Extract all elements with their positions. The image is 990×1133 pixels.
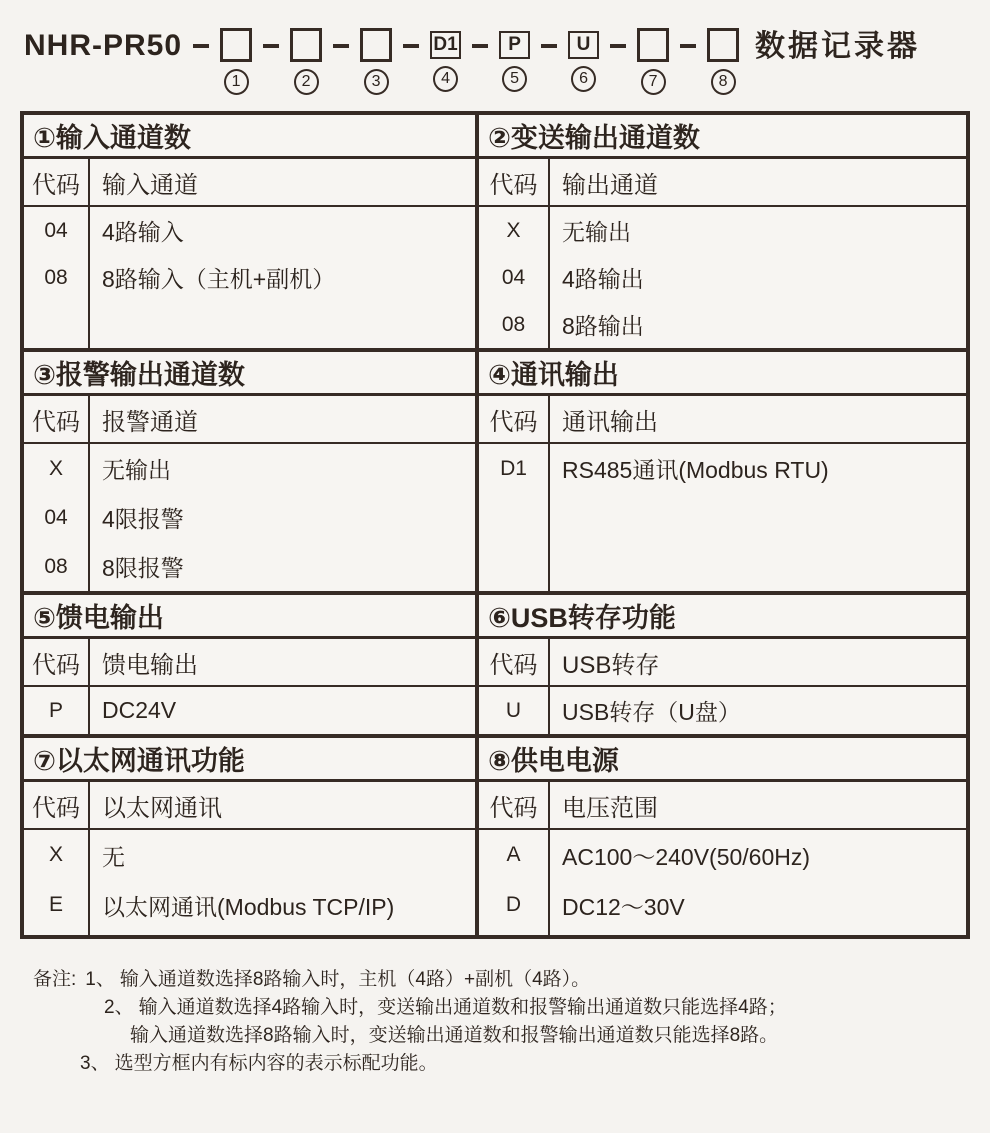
table-band-3 xyxy=(24,591,966,734)
desc-header: USB转存 xyxy=(562,651,660,679)
section-header-row xyxy=(479,396,966,444)
section-title: ⑤馈电输出 xyxy=(24,595,475,639)
desc-cell: 8路输出 xyxy=(562,313,644,339)
section-data xyxy=(24,687,475,734)
code-cell: 08 xyxy=(501,312,526,336)
section-data xyxy=(479,444,966,591)
section-1-input-channels xyxy=(24,115,475,348)
position-marker-3: 3 xyxy=(364,69,389,95)
desc-column xyxy=(90,444,475,591)
code-cell: P xyxy=(48,698,63,722)
desc-cell: 无 xyxy=(102,843,125,870)
model-slot-5 xyxy=(499,28,530,92)
section-2-transmit-output-channels xyxy=(475,115,966,348)
code-header: 代码 xyxy=(24,639,90,685)
model-code-box-4: D1 xyxy=(430,31,461,59)
section-3-alarm-output-channels xyxy=(24,352,475,591)
code-header: 代码 xyxy=(24,782,90,828)
code-column xyxy=(479,687,550,734)
section-title: ②变送输出通道数 xyxy=(479,115,966,159)
table-band-4 xyxy=(24,734,966,935)
model-slot-8 xyxy=(707,28,739,95)
section-header-row xyxy=(24,639,475,687)
model-ordering-line xyxy=(0,0,990,95)
model-code-box-7 xyxy=(637,28,669,62)
notes-label: 备注: xyxy=(33,969,77,990)
desc-cell: 4路输出 xyxy=(562,266,644,292)
desc-cell: 4限报警 xyxy=(102,506,184,532)
position-marker-1: 1 xyxy=(224,69,249,95)
desc-header: 输出通道 xyxy=(562,171,658,199)
code-cell: D xyxy=(505,893,522,916)
desc-cell: 无输出 xyxy=(102,457,171,483)
code-column xyxy=(24,687,90,734)
section-title: ⑦以太网通讯功能 xyxy=(24,738,475,782)
section-5-power-feed-output xyxy=(24,595,475,734)
note-number: 2、 xyxy=(104,997,134,1018)
desc-header: 输入通道 xyxy=(102,171,198,199)
code-cell: X xyxy=(48,456,63,480)
code-cell: 08 xyxy=(44,554,68,578)
position-marker-4: 4 xyxy=(433,66,458,92)
position-marker-7: 7 xyxy=(641,69,666,95)
desc-column xyxy=(90,830,475,935)
dash-separator xyxy=(472,44,488,48)
position-marker-6: 6 xyxy=(571,66,596,92)
desc-header: 电压范围 xyxy=(562,794,658,822)
code-header: 代码 xyxy=(24,159,90,205)
dash-separator xyxy=(333,44,349,48)
code-column xyxy=(479,444,550,591)
model-code-box-3 xyxy=(360,28,392,62)
code-header: 代码 xyxy=(24,396,90,442)
dash-separator xyxy=(263,44,279,48)
note-number: 3、 xyxy=(80,1053,110,1074)
code-cell: A xyxy=(506,843,521,866)
desc-cell: DC24V xyxy=(102,697,177,723)
note-line-1 xyxy=(33,969,990,990)
dash-separator xyxy=(680,44,696,48)
code-cell: 04 xyxy=(44,218,68,242)
code-cell: 04 xyxy=(501,265,526,289)
desc-cell: 8限报警 xyxy=(102,555,184,581)
section-header-row xyxy=(24,396,475,444)
section-title: ⑧供电电源 xyxy=(479,738,966,782)
dash-separator xyxy=(610,44,626,48)
position-marker-5: 5 xyxy=(502,66,527,92)
product-name: 数据记录器 xyxy=(755,30,921,63)
section-title: ③报警输出通道数 xyxy=(24,352,475,396)
table-band-1 xyxy=(24,115,966,348)
desc-column xyxy=(90,687,475,734)
code-cell: D1 xyxy=(500,456,527,480)
dash-separator xyxy=(403,44,419,48)
section-6-usb-transfer xyxy=(475,595,966,734)
model-slot-1 xyxy=(220,28,252,95)
section-title: ④通讯输出 xyxy=(479,352,966,396)
model-slot-4 xyxy=(430,28,461,92)
section-header-row xyxy=(479,639,966,687)
section-header-row xyxy=(24,782,475,830)
desc-column xyxy=(550,687,966,734)
code-cell: E xyxy=(48,893,63,916)
section-header-row xyxy=(479,159,966,207)
desc-cell: AC100～240V(50/60Hz) xyxy=(562,843,811,870)
desc-column xyxy=(550,444,966,591)
model-slot-7 xyxy=(637,28,669,95)
desc-cell: 无输出 xyxy=(562,219,631,245)
section-4-communication-output xyxy=(475,352,966,591)
code-cell: X xyxy=(506,218,521,242)
desc-column xyxy=(550,830,966,935)
section-data xyxy=(24,444,475,591)
table-band-2 xyxy=(24,348,966,591)
model-code-box-5: P xyxy=(499,31,530,59)
desc-cell: 4路输入 xyxy=(102,219,184,245)
desc-cell: RS485通讯(Modbus RTU) xyxy=(562,457,829,483)
note-line-2 xyxy=(33,997,990,1018)
desc-cell: 以太网通讯(Modbus TCP/IP) xyxy=(102,893,395,920)
model-code-box-2 xyxy=(290,28,322,62)
code-column xyxy=(24,830,90,935)
notes xyxy=(0,969,990,1074)
code-header: 代码 xyxy=(479,639,550,685)
model-slot-6 xyxy=(568,28,599,92)
desc-header: 以太网通讯 xyxy=(102,794,222,822)
note-line-3 xyxy=(33,1025,990,1046)
note-text: 选型方框内有标内容的表示标配功能。 xyxy=(114,1053,438,1074)
note-text: 输入通道数选择4路输入时，变送输出通道数和报警输出通道数只能选择4路； xyxy=(138,997,787,1018)
code-cell: 04 xyxy=(44,505,68,529)
desc-column xyxy=(90,207,475,348)
desc-cell: DC12～30V xyxy=(562,893,685,920)
code-header: 代码 xyxy=(479,396,550,442)
desc-cell: USB转存（U盘） xyxy=(562,699,741,725)
desc-header: 报警通道 xyxy=(102,408,198,436)
section-header-row xyxy=(24,159,475,207)
section-8-power-supply xyxy=(475,738,966,935)
section-data xyxy=(24,830,475,935)
section-header-row xyxy=(479,782,966,830)
note-text: 输入通道数选择8路输入时，主机（4路）+副机（4路）。 xyxy=(119,969,591,990)
model-slot-3 xyxy=(360,28,392,95)
model-code-box-6: U xyxy=(568,31,599,59)
section-data xyxy=(479,830,966,935)
note-line-4 xyxy=(33,1053,990,1074)
desc-header: 通讯输出 xyxy=(562,408,658,436)
section-7-ethernet-communication xyxy=(24,738,475,935)
section-title: ⑥USB转存功能 xyxy=(479,595,966,639)
model-slot-2 xyxy=(290,28,322,95)
model-selection-table xyxy=(20,111,970,939)
model-prefix: NHR-PR50 xyxy=(24,29,183,62)
code-column xyxy=(479,830,550,935)
section-data xyxy=(479,687,966,734)
section-data xyxy=(479,207,966,348)
code-column xyxy=(24,207,90,348)
code-column xyxy=(24,444,90,591)
position-marker-8: 8 xyxy=(711,69,736,95)
note-number: 1、 xyxy=(85,969,115,990)
code-cell: X xyxy=(48,843,63,866)
note-text: 输入通道数选择8路输入时，变送输出通道数和报警输出通道数只能选择8路。 xyxy=(130,1025,779,1046)
position-marker-2: 2 xyxy=(294,69,319,95)
code-cell: 08 xyxy=(44,265,68,289)
code-cell: U xyxy=(505,698,522,722)
code-header: 代码 xyxy=(479,159,550,205)
desc-header: 馈电输出 xyxy=(102,651,198,679)
desc-cell: 8路输入（主机+副机） xyxy=(102,266,336,292)
desc-column xyxy=(550,207,966,348)
dash-separator xyxy=(541,44,557,48)
model-code-box-8 xyxy=(707,28,739,62)
dash-separator xyxy=(193,44,209,48)
code-header: 代码 xyxy=(479,782,550,828)
section-title: ①输入通道数 xyxy=(24,115,475,159)
section-data xyxy=(24,207,475,348)
model-code-box-1 xyxy=(220,28,252,62)
code-column xyxy=(479,207,550,348)
